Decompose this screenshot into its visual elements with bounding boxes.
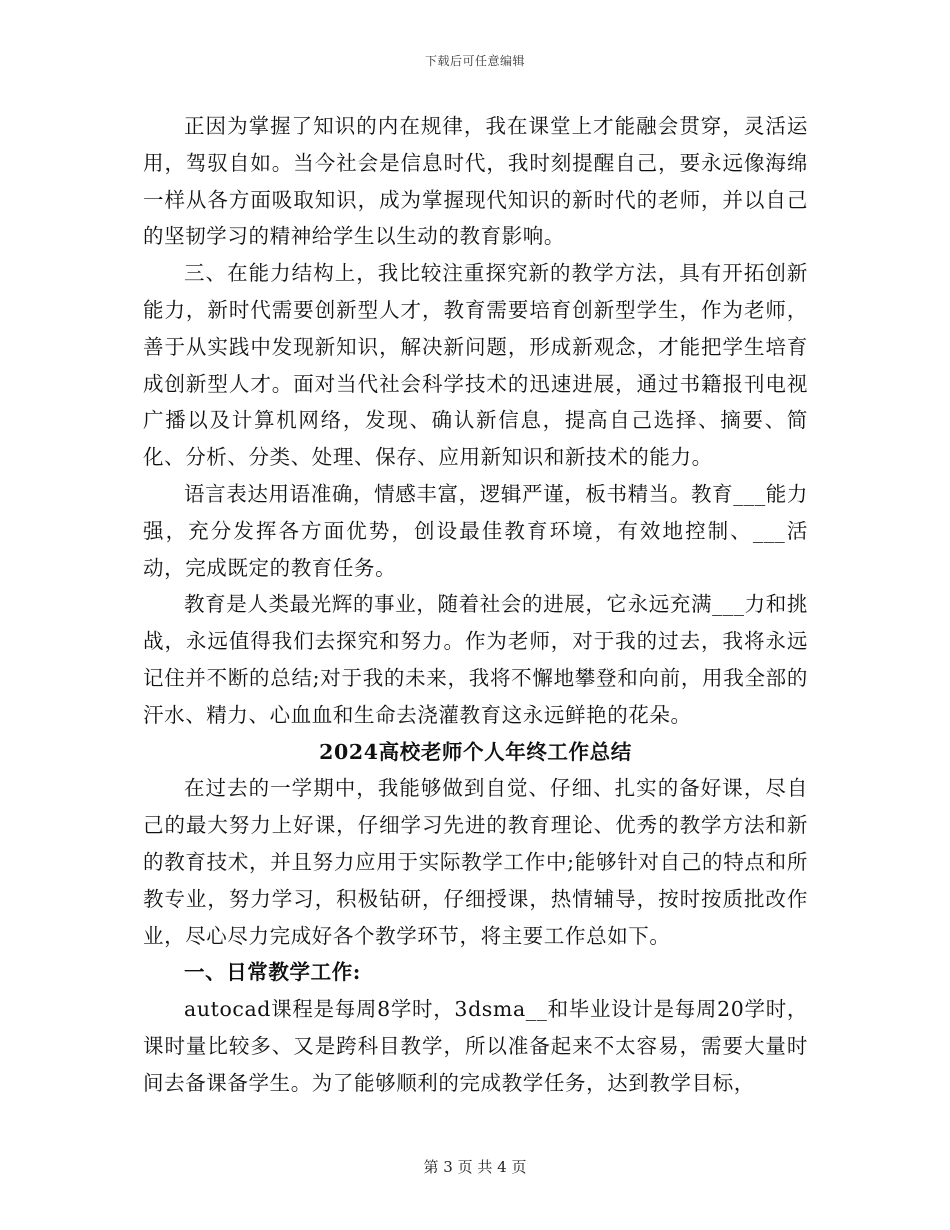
paragraph-ability-structure: 三、在能力结构上，我比较注重探究新的教学方法，具有开拓创新能力，新时代需要创新型人才，教育需要培育创新型学生，作为老师，善于从实践中发现新知识，解决新问题，形成新观念，才能把学生培育成创新型人才。面对当代社会科学技术的迅速进展，通过书籍报刊电视广播以及计算机网络，发现、确认新信息，提高自己选择、摘要、简化、分析、分类、处理、保存、应用新知识和新技术的能力。: [143, 261, 808, 470]
section-title: 2024高校老师个人年终工作总结: [319, 739, 632, 764]
paragraph-intro: 在过去的一学期中，我能够做到自觉、仔细、扎实的备好课，尽自己的最大努力上好课，仔细学习先进的教育理论、优秀的教学方法和新的教育技术，并且努力应用于实际教学工作中;能够针对自己的特点和所教专业，努力学习，积极钻研，仔细授课，热情辅导，按时按质批改作业，尽心尽力完成好各个教学环节，将主要工作总如下。: [143, 776, 808, 948]
document-body: [143, 108, 808, 1102]
paragraph-language-expression: 语言表达用语准确，情感丰富，逻辑严谨，板书精当。教育___能力强，充分发挥各方面优势，创设最佳教育环境，有效地控制、___活动，完成既定的教育任务。: [143, 481, 808, 580]
subheading-daily-teaching: 一、日常教学工作:: [184, 960, 361, 985]
paragraph-knowledge: 正因为掌握了知识的内在规律，我在课堂上才能融会贯穿，灵活运用，驾驭自如。当今社会是信息时代，我时刻提醒自己，要永远像海绵一样从各方面吸取知识，成为掌握现代知识的新时代的老师，并以自己的坚韧学习的精神给学生以生动的教育影响。: [143, 114, 808, 249]
page-footer: 第 3 页 共 4 页: [423, 1158, 527, 1176]
paragraph-autocad: autocad课程是每周8学时，3dsma__和毕业设计是每周20学时，课时量比较多、又是跨科目教学，所以准备起来不太容易，需要大量时间去备课备学生。为了能够顺利的完成教学任务，达到教学目标，: [143, 997, 808, 1095]
paragraph-education-career: 教育是人类最光辉的事业，随着社会的进展，它永远充满___力和挑战，永远值得我们去探究和努力。作为老师，对于我的过去，我将永远记住并不断的总结;对于我的未来，我将不懈地攀登和向前，用我全部的汗水、精力、心血血和生命去浇灌教育这永远鲜艳的花朵。: [143, 592, 808, 727]
page-header: 下载后可任意编辑: [424, 54, 525, 68]
